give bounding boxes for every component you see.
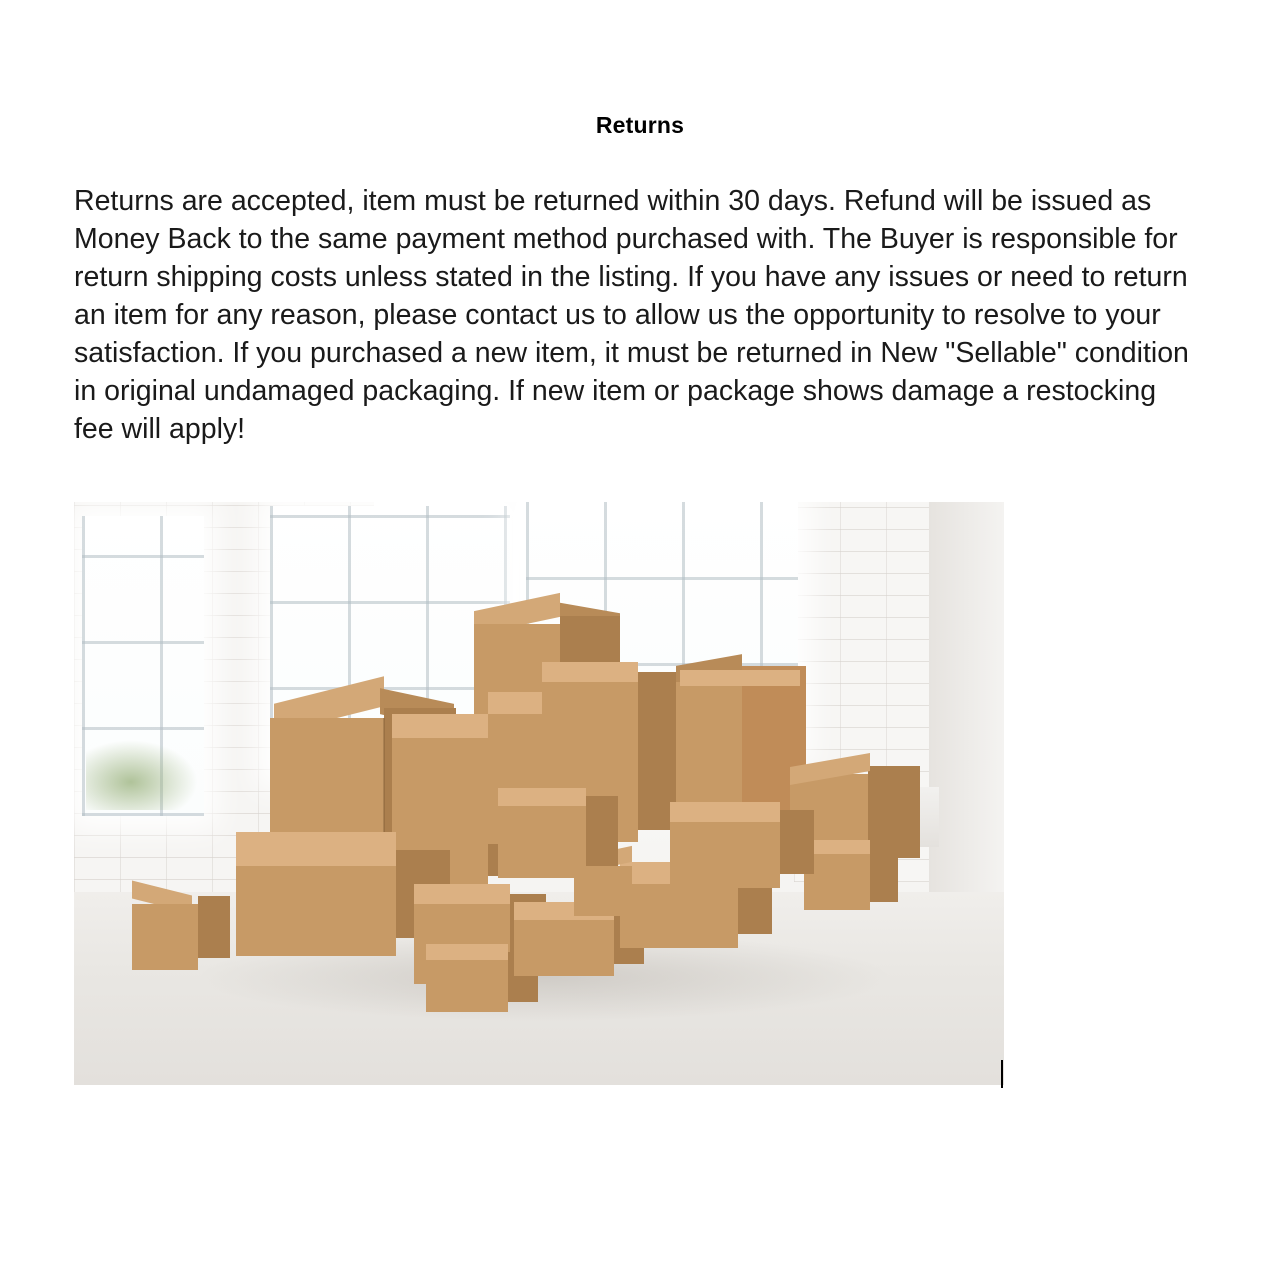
returns-boxes-image bbox=[74, 502, 1004, 1085]
returns-policy-text: Returns are accepted, item must be returned within 30 days. Refund will be issued as Money Back to the same payment method purchased with. The Buyer is responsible for return shipping costs unless stated in the listing. If you have any issues or need to return an item for any reason, please contact us to allow us the opportunity to resolve to your satisfaction. If you purchased a new item, it must be returned in New "Sellable" condition in original undamaged packaging. If new item or package shows damage a restocking fee will apply! bbox=[74, 185, 1189, 445]
page-title: Returns bbox=[595, 112, 685, 138]
foliage-outside bbox=[86, 740, 198, 810]
image-scene bbox=[74, 502, 1004, 1085]
text-cursor bbox=[1001, 1060, 1003, 1088]
